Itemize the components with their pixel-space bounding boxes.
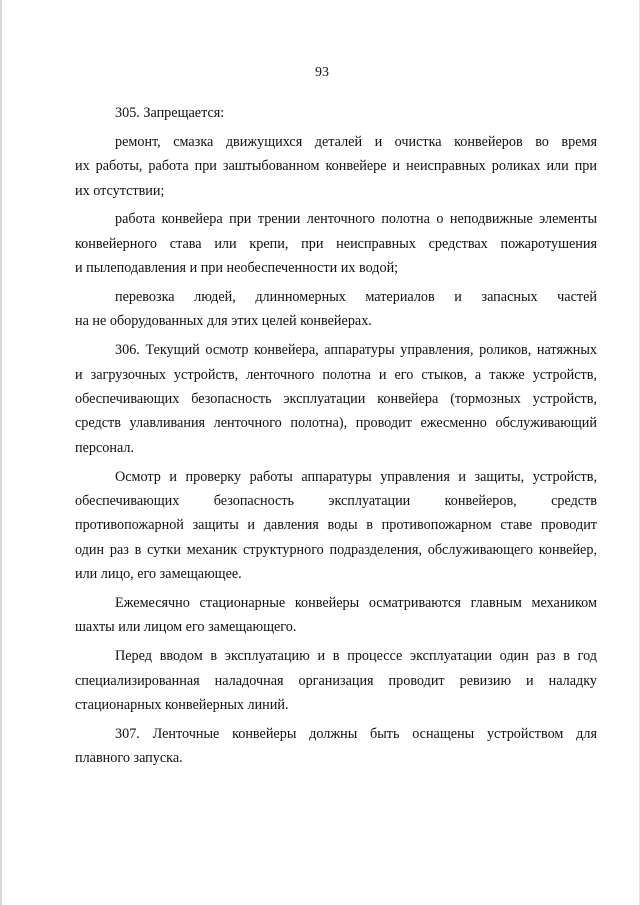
text-line: работа конвейера при трении ленточного полотна о неподвижные элементы (115, 211, 597, 228)
text-line: или лицо, его замещающее. (75, 566, 242, 583)
text-line: Осмотр и проверку работы аппаратуры управления и защиты, устройств, (115, 468, 597, 485)
document-body (75, 101, 597, 771)
text-line: конвейерного става или крепи, при неисправных средствах пожаротушения (75, 235, 597, 252)
text-line: ремонт, смазка движущихся деталей и очистка конвейеров во время (115, 133, 597, 150)
text-line: стационарных конвейерных линий. (75, 697, 289, 714)
paragraph-305-heading (75, 101, 597, 125)
text-line: плавного запуска. (75, 750, 183, 767)
text-line: и пылеподавления и при необеспеченности их водой; (75, 260, 399, 277)
text-line: обеспечивающих безопасность эксплуатации конвейера (тормозных устройств, (75, 391, 597, 408)
paragraph-prohibition-friction (75, 207, 597, 280)
paragraph-monthly-check (75, 591, 597, 640)
paragraph-prohibition-transport (75, 285, 597, 334)
paragraph-307-soft-start (75, 722, 597, 771)
text-line: перевозка людей, длинномерных материалов и запасных частей (115, 289, 597, 306)
text-line: шахты или лицом его замещающего. (75, 619, 297, 636)
text-line: и загрузочных устройств, ленточного полотна и его стыков, а также устройств, (75, 366, 597, 383)
page-number: 93 (315, 65, 329, 80)
text-line: персонал. (75, 439, 135, 456)
text-line: 307. Ленточные конвейеры должны быть оснащены устройством для (115, 725, 597, 742)
paragraph-prohibition-repair (75, 130, 597, 203)
text-line: их отсутствии; (75, 182, 165, 199)
text-line: Перед вводом в эксплуатацию и в процессе эксплуатации один раз в год (115, 648, 597, 665)
text-line: Ежемесячно стационарные конвейеры осматриваются главным механиком (115, 595, 597, 612)
text-line: обеспечивающих безопасность эксплуатации конвейеров, средств (75, 493, 597, 510)
paragraph-yearly-audit (75, 644, 597, 717)
text-line: их работы, работа при заштыбованном конвейере и неисправных роликах или при (75, 158, 597, 175)
text-line: 305. Запрещается: (115, 105, 225, 121)
paragraph-daily-check (75, 465, 597, 587)
text-line: противопожарной защиты и давления воды в противопожарном ставе проводит (75, 517, 597, 534)
text-line: 306. Текущий осмотр конвейера, аппаратуры управления, роликов, натяжных (115, 342, 597, 359)
text-line: средств улавливания ленточного полотна), проводит ежесменно обслуживающий (75, 415, 597, 432)
paragraph-306-inspection (75, 338, 597, 460)
text-line: на не оборудованных для этих целей конвейерах. (75, 313, 372, 330)
text-line: один раз в сутки механик структурного подразделения, обслуживающего конвейер, (75, 541, 597, 558)
text-line: специализированная наладочная организация проводит ревизию и наладку (75, 672, 597, 689)
